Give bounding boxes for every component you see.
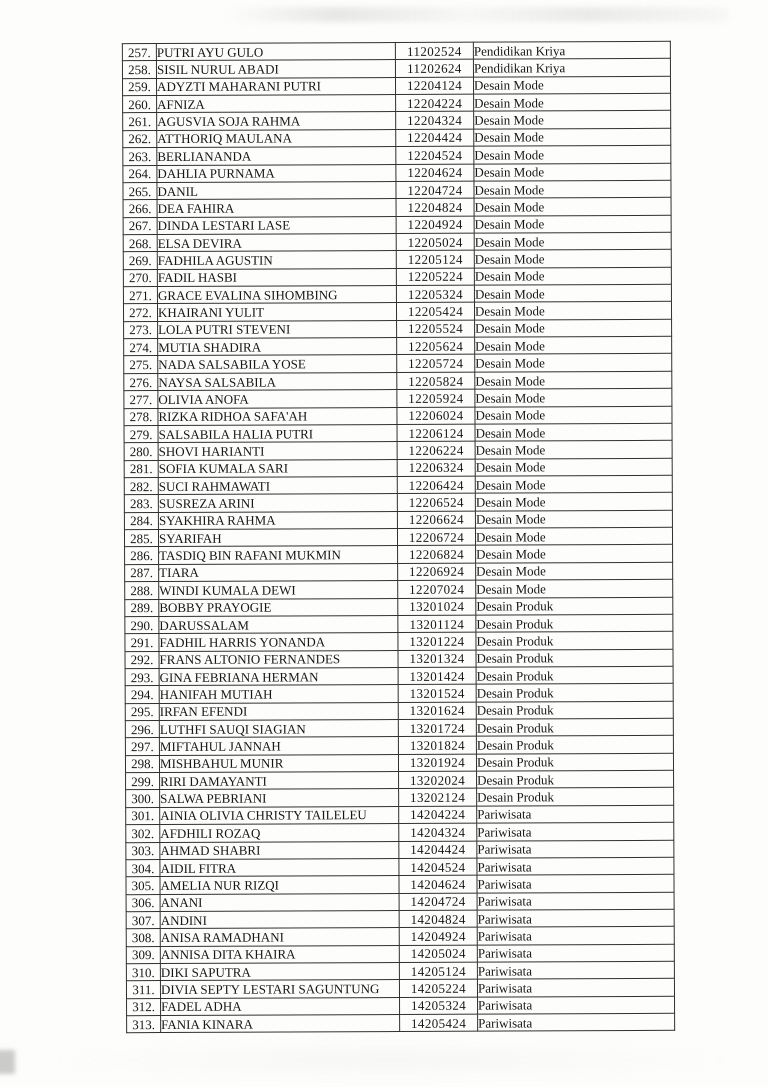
row-number-cell: 269. <box>123 252 157 270</box>
name-cell: SISIL NURUL ABADI <box>156 60 395 78</box>
program-cell: Pariwisata <box>477 892 674 910</box>
program-cell: Desain Mode <box>475 354 672 372</box>
row-number-cell: 290. <box>125 616 159 634</box>
row-number-cell: 258. <box>122 61 156 79</box>
name-cell: SHOVI HARIANTI <box>158 442 397 460</box>
id-number-cell: 13201624 <box>398 702 476 720</box>
id-number-cell: 12206324 <box>397 459 475 477</box>
row-number-cell: 310. <box>126 964 160 982</box>
name-cell: SUCI RAHMAWATI <box>158 476 397 494</box>
name-cell: BOBBY PRAYOGIE <box>159 598 398 616</box>
id-number-cell: 13201024 <box>398 598 476 616</box>
row-number-cell: 286. <box>125 547 159 565</box>
row-number-cell: 273. <box>124 321 158 339</box>
row-number-cell: 274. <box>124 339 158 357</box>
row-number-cell: 299. <box>126 773 160 791</box>
program-cell: Pariwisata <box>477 944 674 962</box>
program-cell: Desain Mode <box>474 302 671 320</box>
program-cell: Desain Mode <box>475 493 672 511</box>
row-number-cell: 311. <box>126 981 160 999</box>
name-cell: ATTHORIQ MAULANA <box>157 129 396 147</box>
row-number-cell: 307. <box>126 912 160 930</box>
id-number-cell: 12205724 <box>397 355 475 373</box>
row-number-cell: 265. <box>123 182 157 200</box>
name-cell: IRFAN EFENDI <box>159 702 398 720</box>
id-number-cell: 14204924 <box>399 927 477 945</box>
name-cell: FRANS ALTONIO FERNANDES <box>159 650 398 668</box>
program-cell: Desain Mode <box>476 579 673 597</box>
row-number-cell: 261. <box>123 113 157 131</box>
program-cell: Desain Mode <box>474 215 671 233</box>
id-number-cell: 12206624 <box>397 511 475 529</box>
row-number-cell: 280. <box>124 443 158 461</box>
student-roster-body <box>122 41 674 1033</box>
program-cell: Desain Mode <box>475 458 672 476</box>
name-cell: FADHIL HARRIS YONANDA <box>159 633 398 651</box>
row-number-cell: 288. <box>125 582 159 600</box>
scan-smudge-corner <box>0 1050 15 1074</box>
id-number-cell: 13201924 <box>398 754 476 772</box>
program-cell: Pariwisata <box>477 979 674 997</box>
id-number-cell: 12204524 <box>396 146 474 164</box>
program-cell: Desain Mode <box>475 406 672 424</box>
program-cell: Desain Mode <box>474 128 671 146</box>
id-number-cell: 12204124 <box>395 77 473 95</box>
id-number-cell: 12205624 <box>397 337 475 355</box>
program-cell: Desain Mode <box>474 284 671 302</box>
row-number-cell: 259. <box>122 78 156 96</box>
program-cell: Desain Mode <box>474 250 671 268</box>
id-number-cell: 14204324 <box>399 823 477 841</box>
program-cell: Desain Mode <box>473 76 670 94</box>
name-cell: SALWA PEBRIANI <box>160 789 399 807</box>
id-number-cell: 13202024 <box>399 771 477 789</box>
row-number-cell: 295. <box>125 703 159 721</box>
id-number-cell: 12204724 <box>396 181 474 199</box>
name-cell: ANNISA DITA KHAIRA <box>160 945 399 963</box>
id-number-cell: 13201124 <box>398 615 476 633</box>
row-number-cell: 300. <box>126 790 160 808</box>
name-cell: DINDA LESTARI LASE <box>157 216 396 234</box>
row-number-cell: 279. <box>124 425 158 443</box>
row-number-cell: 281. <box>124 460 158 478</box>
row-number-cell: 278. <box>124 408 158 426</box>
id-number-cell: 14204424 <box>399 841 477 859</box>
id-number-cell: 12206424 <box>397 476 475 494</box>
name-cell: MIFTAHUL JANNAH <box>159 737 398 755</box>
program-cell: Desain Mode <box>474 145 671 163</box>
program-cell: Desain Mode <box>475 475 672 493</box>
row-number-cell: 271. <box>123 287 157 305</box>
program-cell: Desain Produk <box>476 701 673 719</box>
row-number-cell: 312. <box>127 998 161 1016</box>
row-number-cell: 292. <box>125 651 159 669</box>
program-cell: Desain Produk <box>476 753 673 771</box>
id-number-cell: 12206924 <box>398 563 476 581</box>
id-number-cell: 13201824 <box>398 737 476 755</box>
id-number-cell: 12205124 <box>396 250 474 268</box>
id-number-cell: 12206124 <box>397 424 475 442</box>
row-number-cell: 266. <box>123 200 157 218</box>
name-cell: FADEL ADHA <box>161 997 400 1015</box>
id-number-cell: 14205124 <box>399 962 477 980</box>
program-cell: Desain Mode <box>474 198 671 216</box>
id-number-cell: 12206524 <box>397 494 475 512</box>
program-cell: Desain Mode <box>474 93 671 111</box>
id-number-cell: 12204224 <box>396 94 474 112</box>
name-cell: RIRI DAMAYANTI <box>160 772 399 790</box>
row-number-cell: 284. <box>124 512 158 530</box>
row-number-cell: 305. <box>126 877 160 895</box>
id-number-cell: 12205224 <box>396 268 474 286</box>
program-cell: Pariwisata <box>477 822 674 840</box>
id-number-cell: 12206724 <box>397 528 475 546</box>
row-number-cell: 267. <box>123 217 157 235</box>
name-cell: NAYSA SALSABILA <box>158 372 397 390</box>
id-number-cell: 12206224 <box>397 441 475 459</box>
row-number-cell: 264. <box>123 165 157 183</box>
id-number-cell: 12205924 <box>397 389 475 407</box>
name-cell: OLIVIA ANOFA <box>158 390 397 408</box>
name-cell: ADYZTI MAHARANI PUTRI <box>156 77 395 95</box>
row-number-cell: 304. <box>126 859 160 877</box>
id-number-cell: 14204624 <box>399 875 477 893</box>
row-number-cell: 291. <box>125 634 159 652</box>
name-cell: LUTHFI SAUQI SIAGIAN <box>159 720 398 738</box>
id-number-cell: 12204824 <box>396 198 474 216</box>
program-cell: Desain Mode <box>475 371 672 389</box>
program-cell: Desain Mode <box>474 180 671 198</box>
row-number-cell: 275. <box>124 356 158 374</box>
name-cell: DANIL <box>157 181 396 199</box>
program-cell: Desain Produk <box>477 770 674 788</box>
program-cell: Pariwisata <box>477 875 674 893</box>
id-number-cell: 13201724 <box>398 719 476 737</box>
name-cell: SYARIFAH <box>158 529 397 547</box>
row-number-cell: 296. <box>125 721 159 739</box>
program-cell: Desain Produk <box>476 684 673 702</box>
id-number-cell: 12206024 <box>397 407 475 425</box>
name-cell: MUTIA SHADIRA <box>158 338 397 356</box>
row-number-cell: 289. <box>125 599 159 617</box>
program-cell: Desain Mode <box>475 441 672 459</box>
id-number-cell: 11202624 <box>395 60 473 78</box>
row-number-cell: 302. <box>126 825 160 843</box>
program-cell: Pariwisata <box>477 805 674 823</box>
name-cell: KHAIRANI YULIT <box>157 303 396 321</box>
student-roster-table <box>122 41 675 1034</box>
row-number-cell: 298. <box>125 755 159 773</box>
name-cell: AINIA OLIVIA CHRISTY TAILELEU <box>160 806 399 824</box>
program-cell: Pariwisata <box>477 927 674 945</box>
id-number-cell: 13201224 <box>398 632 476 650</box>
program-cell: Pendidikan Kriya <box>473 59 670 77</box>
program-cell: Desain Produk <box>476 614 673 632</box>
program-cell: Desain Produk <box>476 649 673 667</box>
name-cell: NADA SALSABILA YOSE <box>158 355 397 373</box>
id-number-cell: 14205024 <box>399 945 477 963</box>
name-cell: GINA FEBRIANA HERMAN <box>159 667 398 685</box>
program-cell: Pariwisata <box>477 857 674 875</box>
name-cell: BERLIANANDA <box>157 147 396 165</box>
id-number-cell: 14204524 <box>399 858 477 876</box>
row-number-cell: 287. <box>125 564 159 582</box>
program-cell: Desain Produk <box>476 718 673 736</box>
name-cell: DIVIA SEPTY LESTARI SAGUNTUNG <box>160 980 399 998</box>
id-number-cell: 12206824 <box>398 546 476 564</box>
id-number-cell: 12205424 <box>396 303 474 321</box>
name-cell: AIDIL FITRA <box>160 858 399 876</box>
row-number-cell: 308. <box>126 929 160 947</box>
name-cell: RIZKA RIDHOA SAFA'AH <box>158 407 397 425</box>
name-cell: DEA FAHIRA <box>157 199 396 217</box>
program-cell: Desain Produk <box>476 736 673 754</box>
row-number-cell: 270. <box>123 269 157 287</box>
id-number-cell: 14204724 <box>399 893 477 911</box>
row-number-cell: 309. <box>126 946 160 964</box>
program-cell: Pariwisata <box>477 840 674 858</box>
id-number-cell: 14204224 <box>399 806 477 824</box>
name-cell: SALSABILA HALIA PUTRI <box>158 424 397 442</box>
name-cell: GRACE EVALINA SIHOMBING <box>157 286 396 304</box>
program-cell: Desain Mode <box>475 319 672 337</box>
program-cell: Pendidikan Kriya <box>473 41 670 59</box>
program-cell: Desain Produk <box>476 632 673 650</box>
id-number-cell: 12204324 <box>396 112 474 130</box>
name-cell: LOLA PUTRI STEVENI <box>158 320 397 338</box>
name-cell: AHMAD SHABRI <box>160 841 399 859</box>
program-cell: Desain Mode <box>476 545 673 563</box>
row-number-cell: 294. <box>125 686 159 704</box>
program-cell: Desain Mode <box>475 388 672 406</box>
id-number-cell: 12205824 <box>397 372 475 390</box>
name-cell: AFNIZA <box>157 95 396 113</box>
name-cell: FADHILA AGUSTIN <box>157 251 396 269</box>
id-number-cell: 12204424 <box>396 129 474 147</box>
program-cell: Desain Produk <box>476 597 673 615</box>
id-number-cell: 14205324 <box>400 997 478 1015</box>
name-cell: ANISA RAMADHANI <box>160 928 399 946</box>
row-number-cell: 262. <box>123 130 157 148</box>
id-number-cell: 13201524 <box>398 684 476 702</box>
name-cell: SUSREZA ARINI <box>158 494 397 512</box>
id-number-cell: 12207024 <box>398 580 476 598</box>
program-cell: Pariwisata <box>478 996 675 1014</box>
name-cell: TIARA <box>159 563 398 581</box>
row-number-cell: 313. <box>127 1016 161 1034</box>
scan-smudge-bottom <box>40 1040 740 1080</box>
row-number-cell: 272. <box>123 304 157 322</box>
name-cell: TASDIQ BIN RAFANI MUKMIN <box>159 546 398 564</box>
row-number-cell: 277. <box>124 391 158 409</box>
name-cell: SYAKHIRA RAHMA <box>158 511 397 529</box>
program-cell: Desain Produk <box>477 788 674 806</box>
program-cell: Desain Mode <box>475 423 672 441</box>
name-cell: DARUSSALAM <box>159 615 398 633</box>
program-cell: Desain Mode <box>474 267 671 285</box>
id-number-cell: 14205424 <box>400 1014 478 1032</box>
name-cell: WINDI KUMALA DEWI <box>159 581 398 599</box>
name-cell: ANDINI <box>160 910 399 928</box>
name-cell: FADIL HASBI <box>157 268 396 286</box>
name-cell: ANANI <box>160 893 399 911</box>
row-number-cell: 303. <box>126 842 160 860</box>
id-number-cell: 12205024 <box>396 233 474 251</box>
id-number-cell: 13201424 <box>398 667 476 685</box>
name-cell: MISHBAHUL MUNIR <box>159 754 398 772</box>
name-cell: DAHLIA PURNAMA <box>157 164 396 182</box>
name-cell: DIKI SAPUTRA <box>160 963 399 981</box>
row-number-cell: 276. <box>124 373 158 391</box>
row-number-cell: 283. <box>124 495 158 513</box>
name-cell: PUTRI AYU GULO <box>156 43 395 61</box>
id-number-cell: 13201324 <box>398 650 476 668</box>
id-number-cell: 13202124 <box>399 789 477 807</box>
program-cell: Desain Produk <box>476 666 673 684</box>
name-cell: FANIA KINARA <box>161 1015 400 1033</box>
row-number-cell: 257. <box>122 44 156 62</box>
row-number-cell: 268. <box>123 235 157 253</box>
id-number-cell: 14205224 <box>399 980 477 998</box>
program-cell: Desain Mode <box>474 111 671 129</box>
id-number-cell: 11202524 <box>395 42 473 60</box>
id-number-cell: 12205524 <box>397 320 475 338</box>
row-number-cell: 301. <box>126 807 160 825</box>
program-cell: Desain Mode <box>475 336 672 354</box>
scan-smudge-top <box>225 7 730 22</box>
row-number-cell: 306. <box>126 894 160 912</box>
program-cell: Desain Mode <box>474 232 671 250</box>
name-cell: AFDHILI ROZAQ <box>160 824 399 842</box>
id-number-cell: 12204624 <box>396 164 474 182</box>
row-number-cell: 263. <box>123 148 157 166</box>
row-number-cell: 260. <box>123 96 157 114</box>
id-number-cell: 12204924 <box>396 216 474 234</box>
name-cell: SOFIA KUMALA SARI <box>158 459 397 477</box>
row-number-cell: 282. <box>124 478 158 496</box>
row-number-cell: 297. <box>125 738 159 756</box>
program-cell: Pariwisata <box>478 1013 675 1031</box>
name-cell: AGUSVIA SOJA RAHMA <box>157 112 396 130</box>
program-cell: Pariwisata <box>477 909 674 927</box>
row-number-cell: 285. <box>124 530 158 548</box>
name-cell: ELSA DEVIRA <box>157 233 396 251</box>
program-cell: Pariwisata <box>477 961 674 979</box>
program-cell: Desain Mode <box>475 527 672 545</box>
name-cell: HANIFAH MUTIAH <box>159 685 398 703</box>
program-cell: Desain Mode <box>476 562 673 580</box>
table-row <box>127 1013 675 1033</box>
row-number-cell: 293. <box>125 668 159 686</box>
program-cell: Desain Mode <box>474 163 671 181</box>
id-number-cell: 14204824 <box>399 910 477 928</box>
id-number-cell: 12205324 <box>396 285 474 303</box>
program-cell: Desain Mode <box>475 510 672 528</box>
name-cell: AMELIA NUR RIZQI <box>160 876 399 894</box>
